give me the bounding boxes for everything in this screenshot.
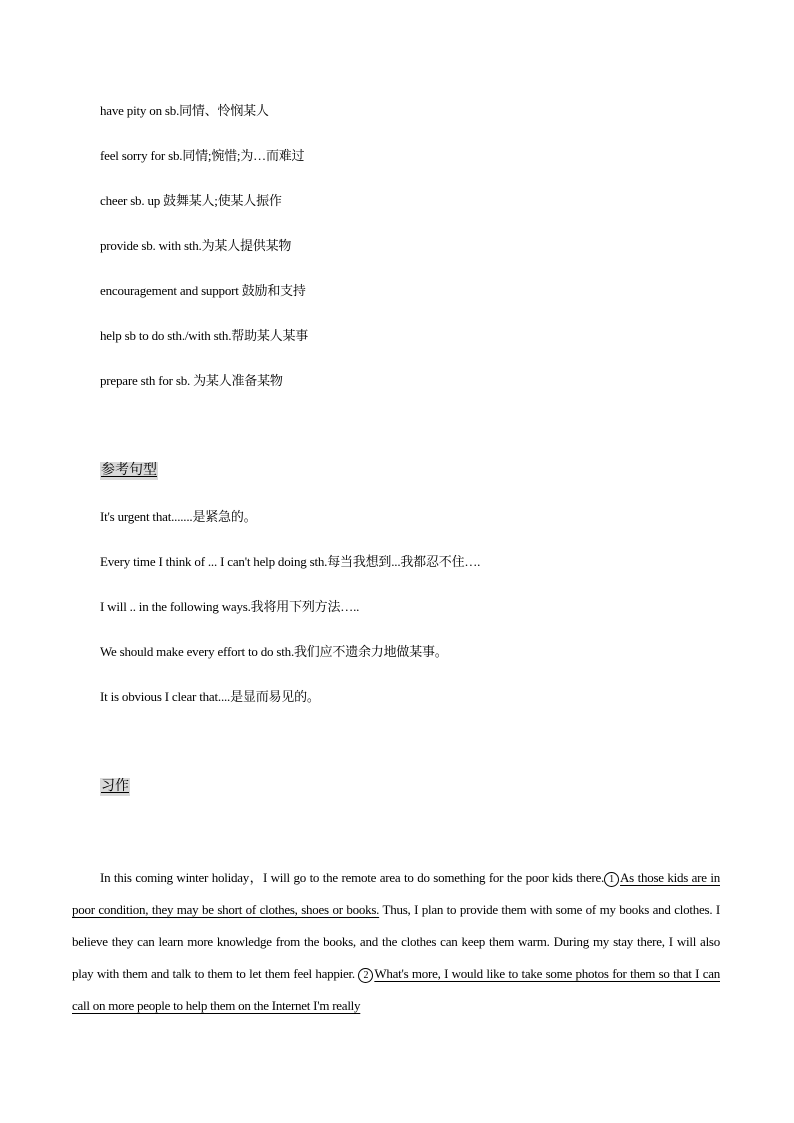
essay-underlined-sentence-1: As those kids are in poor condition, they may be short of clothes, shoes or books. <box>72 870 720 917</box>
essay-underlined-sentence-2: What's more, I would like to take some photos for them so that I can call on more people to help them on the Internet I'm really <box>72 966 720 1013</box>
essay-text: In this coming winter holiday，I will go to the remote area to do something for the poor kids there. <box>100 870 605 885</box>
sentence-line: It is obvious I clear that....是显而易见的。 <box>100 689 320 704</box>
phrase-line: feel sorry for sb.同情;惋惜;为…而难过 <box>100 148 305 163</box>
phrase-line: help sb to do sth./with sth.帮助某人某事 <box>100 328 309 343</box>
circled-number-1: 1 <box>604 872 619 887</box>
sentences-heading: 参考句型 <box>101 463 157 478</box>
circled-number-2: 2 <box>358 968 373 983</box>
phrase-line: prepare sth for sb. 为某人准备某物 <box>100 373 283 388</box>
essay-heading: 习作 <box>101 779 129 794</box>
sentence-line: I will .. in the following ways.我将用下列方法….. <box>100 599 360 614</box>
phrase-line: provide sb. with sth.为某人提供某物 <box>100 238 292 253</box>
sentence-line: Every time I think of ... I can't help doing sth.每当我想到...我都忍不住…. <box>100 554 481 569</box>
phrase-line: have pity on sb.同情、怜悯某人 <box>100 103 269 118</box>
essay-paragraph <box>72 862 720 1022</box>
sentence-line: We should make every effort to do sth.我们应不遗余力地做某事。 <box>100 644 448 659</box>
phrase-line: cheer sb. up 鼓舞某人;使某人振作 <box>100 193 282 208</box>
sentence-line: It's urgent that.......是紧急的。 <box>100 509 257 524</box>
essay-text: Thus, I plan to provide them with some of my books and clothes. I believe they can learn more knowledge from the books, and the clothes can keep them warm. During my stay there, I will also play with them and talk to them to let them feel happier. <box>72 902 720 981</box>
phrase-line: encouragement and support 鼓励和支持 <box>100 283 306 298</box>
